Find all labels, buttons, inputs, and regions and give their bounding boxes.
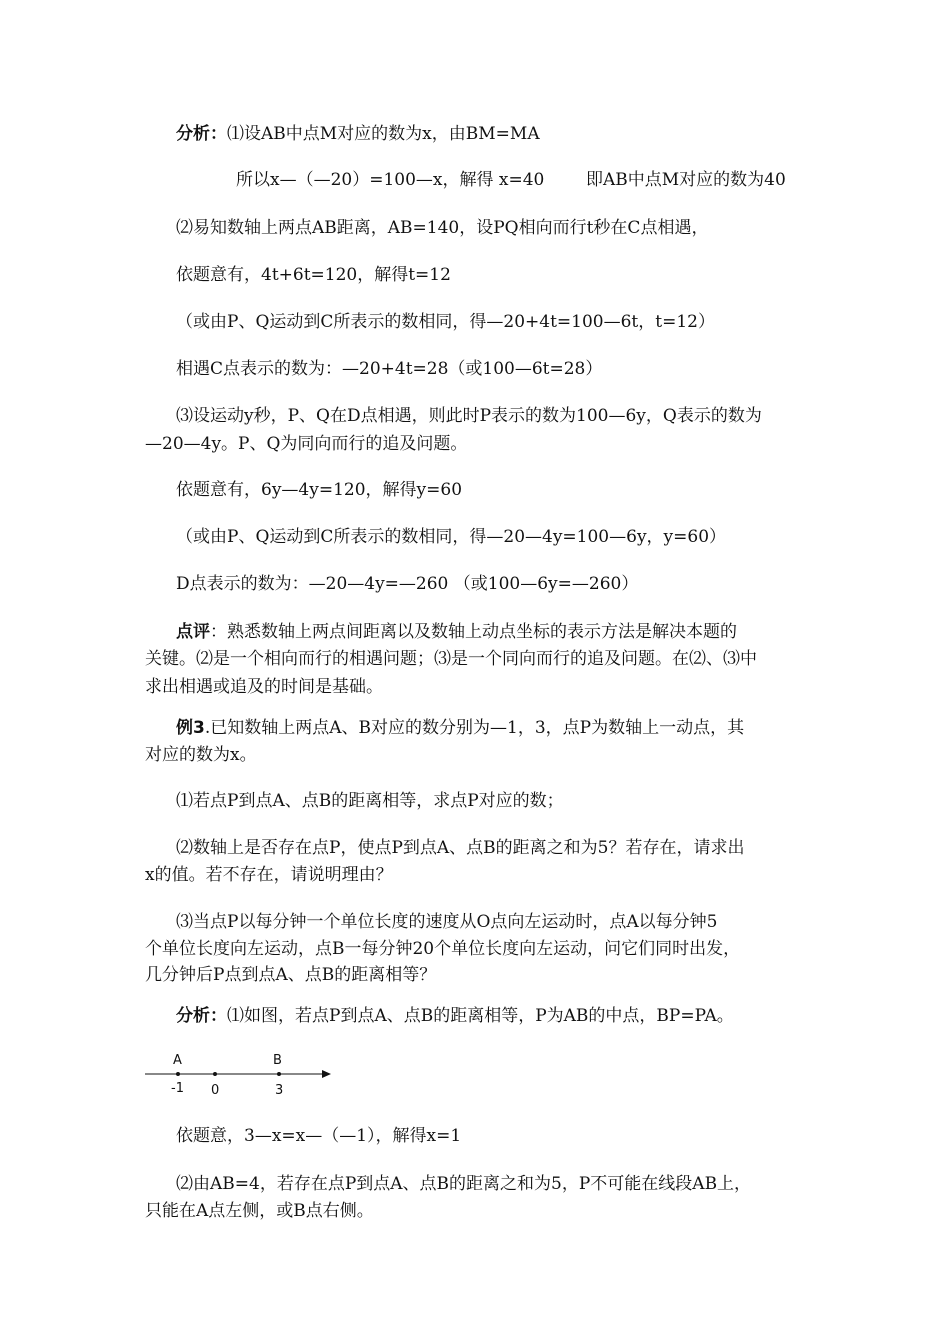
number-line-figure [145, 1048, 335, 1100]
tick-label-neg1: -1 [171, 1081, 184, 1096]
analysis-2-line-4: 只能在A点左侧，或B点右侧。 [145, 1201, 374, 1221]
analysis-1-line-10: D点表示的数为：—20—4y=—260 （或100—6y=—260） [176, 574, 639, 594]
number-line-arrow-icon [322, 1070, 331, 1078]
analysis-1-line-9: （或由P、Q运动到C所表示的数相同，得—20—4y=100—6y，y=60） [176, 527, 727, 547]
analysis-1-line-7a: ⑶设运动y秒，P、Q在D点相遇，则此时P表示的数为100—6y，Q表示的数为 [176, 406, 762, 426]
question-3-line-3: 几分钟后P点到点A、点B的距离相等？ [145, 965, 437, 985]
question-2-line-1: ⑵数轴上是否存在点P，使点P到点A、点B的距离之和为5？若存在，请求出 [176, 838, 745, 858]
question-2-line-2: x的值。若不存在，请说明理由？ [145, 865, 393, 885]
comment-line-1: 点评：熟悉数轴上两点间距离以及数轴上动点坐标的表示方法是解决本题的 [176, 622, 737, 642]
question-1: ⑴若点P到点A、点B的距离相等，求点P对应的数； [176, 791, 564, 811]
example-3-line-2: 对应的数为x。 [145, 745, 257, 765]
analysis-1-line-2b: 即AB中点M对应的数为40 [586, 170, 786, 190]
analysis-1-line-8: 依题意有，6y—4y=120，解得y=60 [176, 480, 463, 500]
tick-label-0: 0 [211, 1083, 220, 1098]
analysis-2-line-2: 依题意，3—x=x—（—1），解得x=1 [176, 1126, 462, 1146]
analysis-1-line-6: 相遇C点表示的数为：—20+4t=28（或100—6t=28） [176, 359, 603, 379]
example-3-label: 例3 [176, 718, 205, 738]
analysis-1-line-1: 分析：⑴设AB中点M对应的数为x，由BM=MA [176, 124, 540, 144]
analysis-1-line-4: 依题意有，4t+6t=120，解得t=12 [176, 265, 451, 285]
question-3-line-1: ⑶当点P以每分钟一个单位长度的速度从O点向左运动时，点A以每分钟5 [176, 912, 718, 932]
analysis-1-line-3: ⑵易知数轴上两点AB距离，AB=140，设PQ相向而行t秒在C点相遇， [176, 218, 709, 238]
comment-label: 点评 [176, 622, 210, 642]
origin-dot [213, 1072, 217, 1076]
point-a-dot [176, 1072, 180, 1076]
point-b-dot [277, 1072, 281, 1076]
analysis-1-line-5: （或由P、Q运动到C所表示的数相同，得—20+4t=100—6t，t=12） [176, 312, 715, 332]
analysis-1-line-7b: —20—4y。P、Q为同向而行的追及问题。 [145, 434, 468, 454]
analysis-label: 分析： [176, 124, 227, 144]
comment-line-3: 求出相遇或追及的时间是基础。 [145, 677, 383, 697]
analysis-2-line-3: ⑵由AB=4，若存在点P到点A、点B的距离之和为5，P不可能在线段AB上， [176, 1174, 752, 1194]
analysis-2-label: 分析： [176, 1006, 227, 1026]
analysis-1-line-2a: 所以x—（—20）=100—x，解得 x=40 [236, 170, 545, 190]
example-3-line-1: 例3.已知数轴上两点A、B对应的数分别为—1，3，点P为数轴上一动点，其 [176, 718, 745, 738]
tick-label-3: 3 [275, 1083, 284, 1098]
comment-line-2: 关键。⑵是一个相向而行的相遇问题；⑶是一个同向而行的追及问题。在⑵、⑶中 [145, 649, 757, 669]
point-b-label: B [273, 1053, 282, 1068]
question-3-line-2: 个单位长度向左运动，点B一每分钟20个单位长度向左运动，问它们同时出发， [145, 939, 741, 959]
point-a-label: A [173, 1053, 182, 1068]
analysis-2-line-1: 分析：⑴如图，若点P到点A、点B的距离相等，P为AB的中点，BP=PA。 [176, 1006, 734, 1026]
